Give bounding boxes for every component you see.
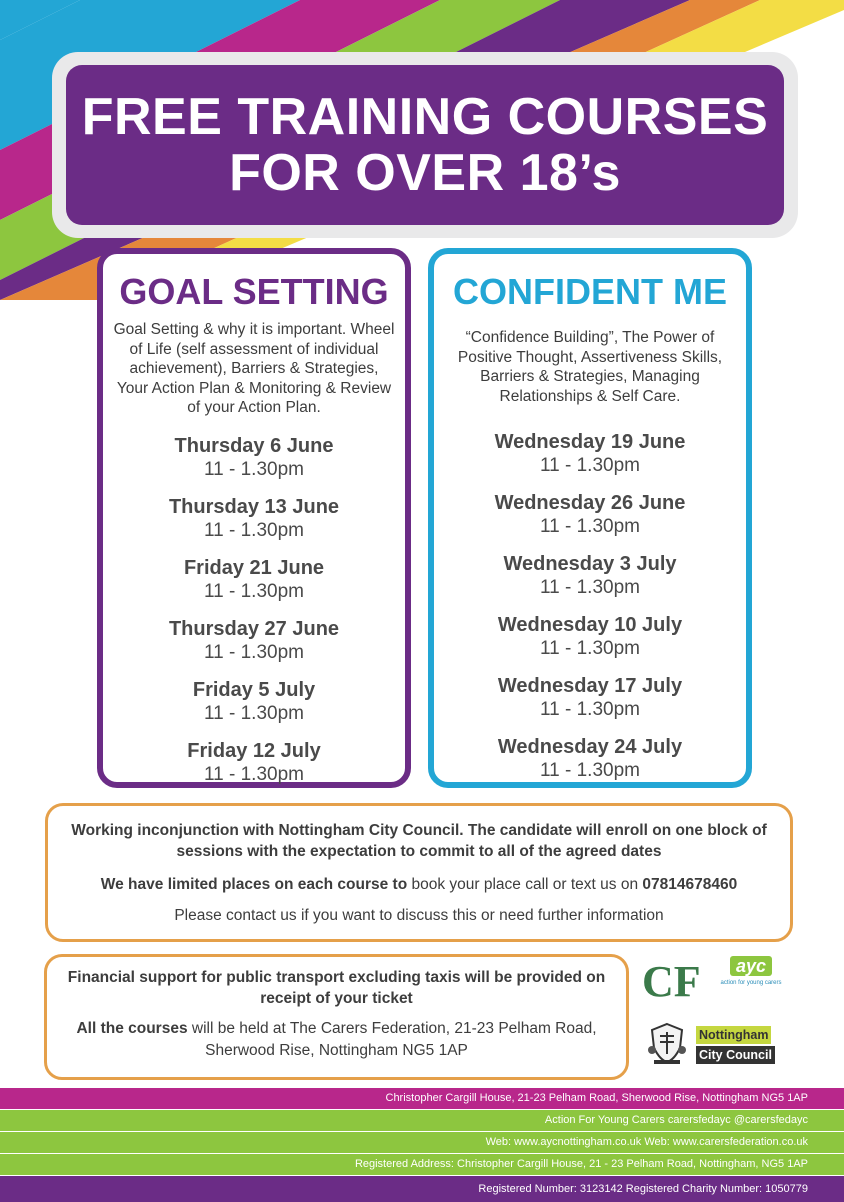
support-info-box — [44, 954, 629, 1080]
goal-setting-sessions — [103, 434, 405, 786]
session-item — [434, 491, 746, 538]
session-item — [434, 674, 746, 721]
session-day: Wednesday 19 June — [494, 431, 686, 453]
session-day: Friday 12 July — [187, 739, 321, 762]
ncc-logo-line-1: Nottingham — [696, 1026, 771, 1044]
session-time: 11 - 1.30pm — [540, 455, 640, 476]
venue-line-bold: All the courses — [76, 1020, 188, 1037]
session-time: 11 - 1.30pm — [204, 763, 304, 785]
footer — [0, 1088, 844, 1200]
venue-line — [57, 1018, 616, 1062]
goal-setting-description: Goal Setting & why it is important. Wheel of Life (self assessment of individual achievement), Barriers & Strategies, Your Action Plan & Monitoring & Review of your Action Plan. — [113, 321, 395, 416]
session-day: Wednesday 3 July — [503, 553, 677, 575]
title-box — [66, 65, 784, 225]
session-day: Thursday 27 June — [168, 617, 340, 640]
carers-federation-logo: CF — [642, 957, 701, 1006]
session-day: Friday 5 July — [192, 678, 316, 701]
session-day: Wednesday 26 June — [494, 492, 686, 514]
session-time: 11 - 1.30pm — [204, 519, 304, 541]
session-time: 11 - 1.30pm — [540, 638, 640, 659]
ayc-logo — [716, 956, 786, 1006]
session-day: Thursday 13 June — [168, 495, 340, 518]
session-item — [103, 434, 405, 481]
session-time: 11 - 1.30pm — [204, 458, 304, 480]
goal-setting-course-card — [97, 248, 411, 788]
booking-line-bold: We have limited places on each course to — [100, 876, 408, 893]
session-item — [103, 495, 405, 542]
ayc-wordmark: ayc — [730, 956, 772, 976]
session-time: 11 - 1.30pm — [204, 641, 304, 663]
confident-me-description: “Confidence Building”, The Power of Positive Thought, Assertiveness Skills, Barriers & Strategies, Managing Relationships & Self Care. — [457, 329, 723, 405]
goal-setting-title: GOAL SETTING — [119, 271, 389, 312]
booking-info-box — [45, 803, 793, 942]
session-item — [103, 556, 405, 603]
booking-line-text: book your place call or text us on — [407, 876, 643, 893]
session-time: 11 - 1.30pm — [204, 702, 304, 724]
session-item — [103, 678, 405, 725]
session-item — [434, 613, 746, 660]
session-time: 11 - 1.30pm — [540, 699, 640, 720]
footer-registration-numbers: Registered Number: 3123142 Registered Charity Number: 1050779 — [0, 1176, 844, 1202]
session-item — [434, 430, 746, 477]
partnership-statement: Working inconjunction with Nottingham City Council. The candidate will enroll on one block of sessions with the expectation to commit to all of the agreed dates — [71, 822, 767, 860]
footer-address: Christopher Cargill House, 21-23 Pelham Road, Sherwood Rise, Nottingham NG5 1AP — [0, 1088, 844, 1109]
title-banner — [52, 52, 798, 238]
session-time: 11 - 1.30pm — [204, 580, 304, 602]
contact-line: Please contact us if you want to discuss this or need further information — [174, 907, 664, 924]
session-item — [434, 735, 746, 782]
session-day: Wednesday 10 July — [497, 614, 683, 636]
ncc-logo-line-2: City Council — [696, 1046, 775, 1064]
page-title-line-2: FOR OVER 18’s — [229, 144, 621, 202]
footer-registered-address: Registered Address: Christopher Cargill House, 21 - 23 Pelham Road, Nottingham, NG5 1AP — [0, 1154, 844, 1175]
session-time: 11 - 1.30pm — [540, 516, 640, 537]
page-title-line-1: FREE TRAINING COURSES — [81, 88, 769, 146]
session-day: Wednesday 17 July — [497, 675, 683, 697]
session-day: Thursday 6 June — [174, 434, 334, 457]
session-item — [103, 617, 405, 664]
confident-me-title: CONFIDENT ME — [453, 271, 727, 312]
phone-number[interactable]: 07814678460 — [642, 876, 738, 893]
footer-social: Action For Young Carers carersfedayc @carersfedayc — [0, 1110, 844, 1131]
confident-me-sessions — [434, 430, 746, 782]
booking-line — [62, 874, 776, 895]
session-day: Friday 21 June — [183, 556, 325, 579]
session-time: 11 - 1.30pm — [540, 760, 640, 781]
session-time: 11 - 1.30pm — [540, 577, 640, 598]
session-item — [103, 739, 405, 786]
nottingham-city-council-logo — [696, 1026, 788, 1064]
coat-of-arms-icon — [644, 1020, 690, 1066]
footer-websites: Web: www.aycnottingham.co.uk Web: www.carersfederation.co.uk — [0, 1132, 844, 1153]
confident-me-course-card — [428, 248, 752, 788]
partner-logos — [638, 948, 798, 1078]
venue-line-text: will be held at The Carers Federation, 21-23 Pelham Road, Sherwood Rise, Nottingham NG5 1AP — [187, 1020, 597, 1059]
transport-support-statement: Financial support for public transport excluding taxis will be provided on receipt of your ticket — [67, 969, 606, 1007]
session-day: Wednesday 24 July — [497, 736, 683, 758]
ayc-tagline: action for young carers — [720, 980, 782, 986]
session-item — [434, 552, 746, 599]
